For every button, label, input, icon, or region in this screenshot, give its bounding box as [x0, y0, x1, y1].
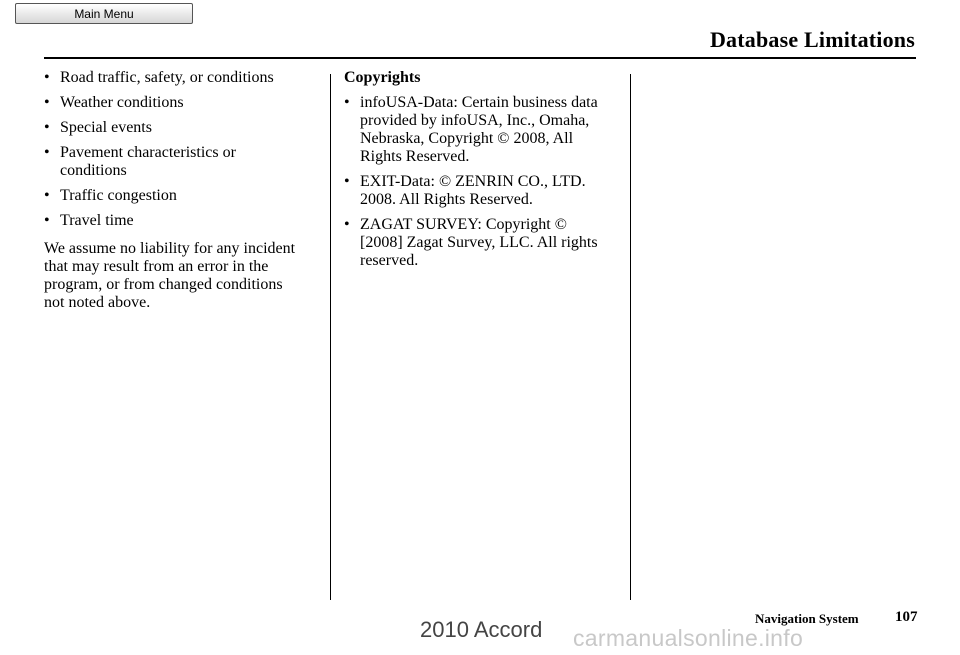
page-number: 107 [895, 609, 918, 625]
page-title: Database Limitations [709, 27, 915, 52]
list-item: • Pavement characteristics or conditions [44, 144, 324, 180]
list-item: • ZAGAT SURVEY: Copyright © [2008] Zagat Survey, LLC. All rights reserved. [344, 216, 624, 270]
list-item: • infoUSA-Data: Certain business data provided by infoUSA, Inc., Omaha, Nebraska, Copyright © 2008, All Rights Reserved. [344, 94, 624, 166]
column-divider-right [630, 74, 631, 600]
list-item: • EXIT-Data: © ZENRIN CO., LTD. 2008. All Rights Reserved. [344, 173, 624, 209]
main-menu-button[interactable]: Main Menu [15, 3, 193, 24]
copyrights-heading: Copyrights [344, 69, 421, 86]
copyrights-list [344, 94, 624, 270]
watermark-site: carmanualsonline.info [573, 625, 804, 651]
footer-section-label: Navigation System [755, 611, 859, 626]
list-item: • Travel time [44, 212, 324, 230]
column-divider-left [330, 74, 331, 600]
watermark-model: 2010 Accord [420, 617, 543, 642]
list-item: • Weather conditions [44, 94, 324, 112]
conditions-list [44, 69, 324, 230]
liability-paragraph: We assume no liability for any incident that may result from an error in the program, or from changed conditions not noted above. [44, 240, 296, 311]
list-item: • Road traffic, safety, or conditions [44, 69, 324, 87]
left-column [44, 69, 324, 312]
middle-column [344, 69, 624, 277]
list-item: • Special events [44, 119, 324, 137]
title-divider [44, 57, 916, 59]
list-item: • Traffic congestion [44, 187, 324, 205]
